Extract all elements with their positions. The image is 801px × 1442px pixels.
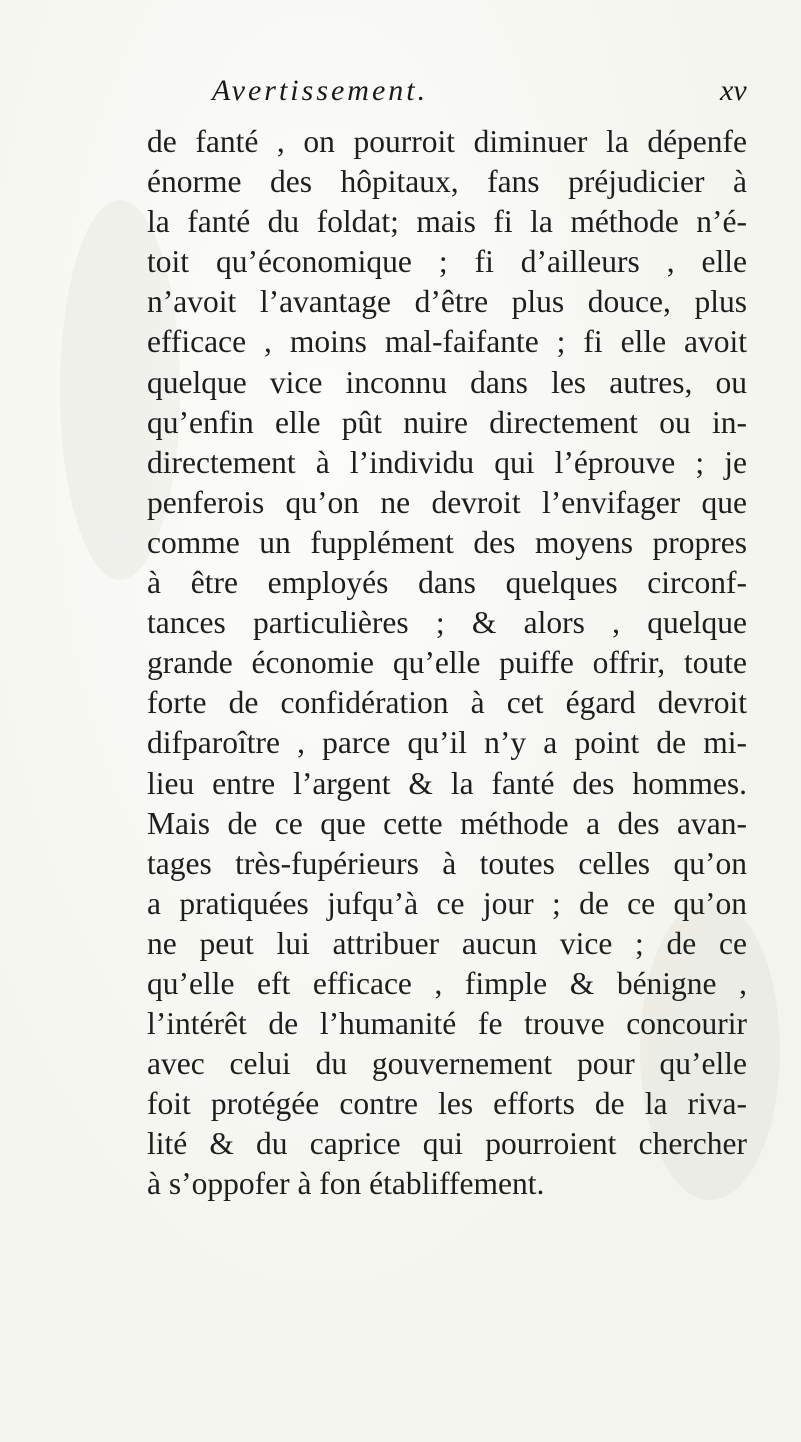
text-line: forte de confidération à cet égard devroit [147,685,747,721]
text-line: à être employés dans quelques circonf- [147,565,747,601]
text-line: difparoître , parce qu’il n’y a point de mi- [147,725,747,761]
text-line: tances particulières ; & alors , quelque [147,605,747,641]
text-line: de fanté , on pourroit diminuer la dépenfe [147,124,747,159]
text-line: avec celui du gouvernement pour qu’elle [147,1046,747,1082]
text-line: qu’elle eft efficace , fimple & bénigne , [147,965,747,1001]
text-line: lité & du caprice qui pourroient chercher [147,1126,747,1162]
text-line: efficace , moins mal-faifante ; fi elle avoit [147,324,747,360]
body-text [147,122,747,1205]
text-line: toit qu’économique ; fi d’ailleurs , elle [147,244,747,280]
text-line: à s’oppofer à fon établiffement. [147,1166,545,1202]
text-line: a pratiquées jufqu’à ce jour ; de ce qu’on [147,885,747,921]
text-line: comme un fupplément des moyens propres [147,524,747,560]
text-line: foit protégée contre les efforts de la riva- [147,1086,747,1122]
text-line: Mais de ce que cette méthode a des avan- [147,805,747,841]
text-line: penferois qu’on ne devroit l’envifager que [147,484,747,520]
page-number: xv [720,74,747,107]
running-head [0,74,801,114]
text-line: directement à l’individu qui l’éprouve ; je [147,444,747,480]
text-line: l’intérêt de l’humanité fe trouve concourir [147,1006,747,1042]
text-line: grande économie qu’elle puiffe offrir, toute [147,645,747,681]
text-line: lieu entre l’argent & la fanté des hommes. [147,765,747,801]
text-line: quelque vice inconnu dans les autres, ou [147,364,747,400]
text-line: n’avoit l’avantage d’être plus douce, plus [147,284,747,320]
text-line: tages très-fupérieurs à toutes celles qu’on [147,845,747,881]
text-line: la fanté du foldat; mais fi la méthode n’é- [147,204,747,240]
text-line: ne peut lui attribuer aucun vice ; de ce [147,925,747,961]
text-line: énorme des hôpitaux, fans préjudicier à [147,164,747,200]
running-title: Avertissement. [212,74,429,107]
text-line: qu’enfin elle pût nuire directement ou in- [147,404,747,440]
